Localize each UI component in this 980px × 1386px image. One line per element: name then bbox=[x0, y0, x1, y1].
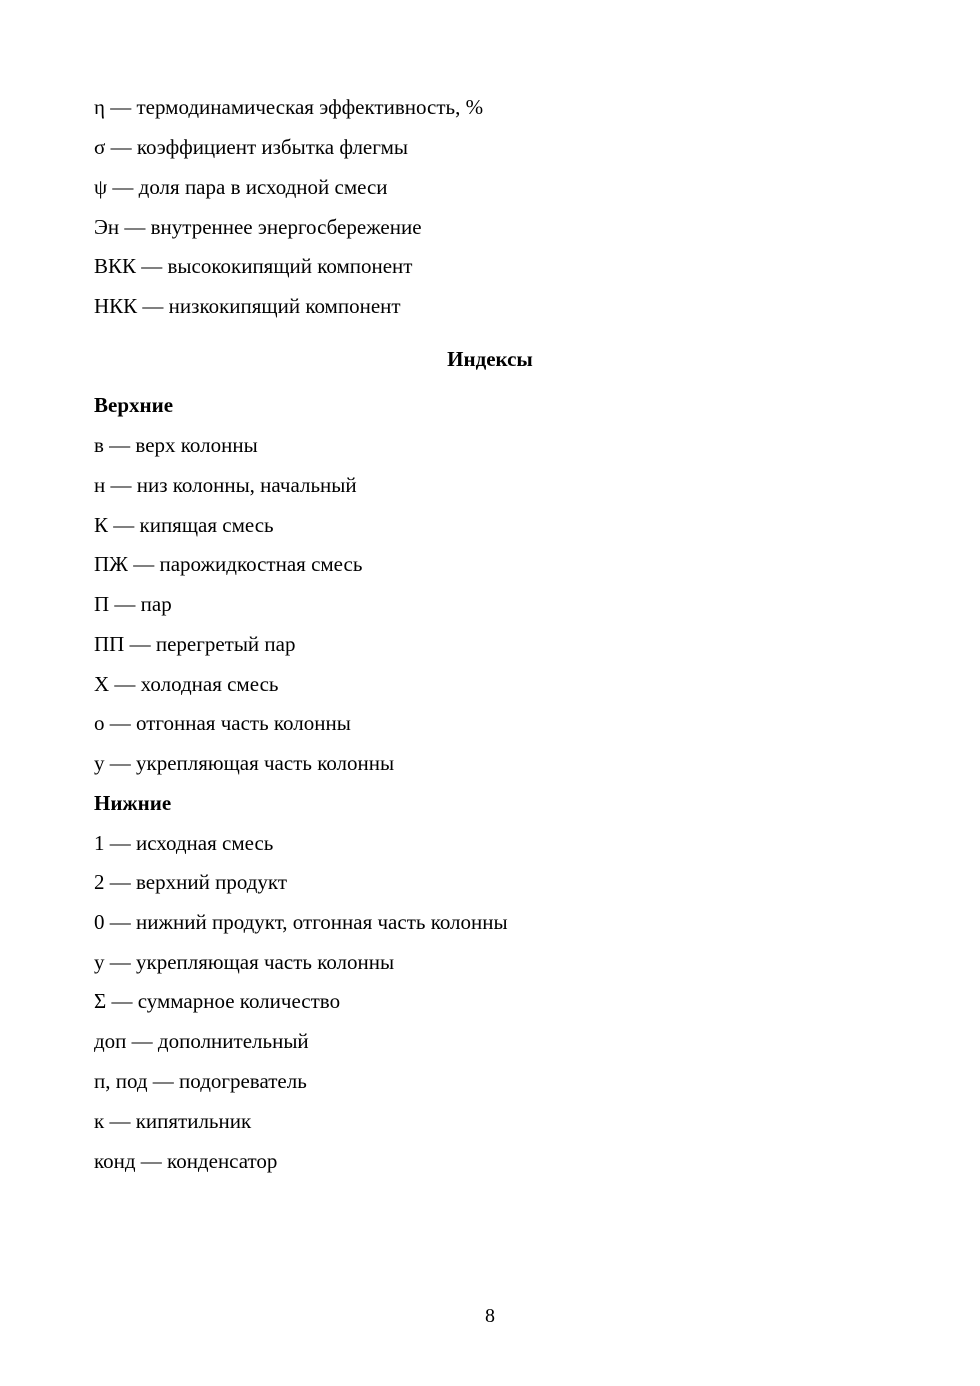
lower-index-line: 0 — нижний продукт, отгонная часть колонны bbox=[94, 910, 508, 934]
symbol-line: ψ — доля пара в исходной смеси bbox=[94, 175, 388, 199]
upper-index-line: ПЖ — парожидкостная смесь bbox=[94, 552, 363, 576]
indices-heading: Индексы bbox=[447, 347, 533, 371]
upper-index-line: ПП — перегретый пар bbox=[94, 632, 296, 656]
lower-index-line: п, под — подогреватель bbox=[94, 1069, 307, 1093]
upper-index-line: о — отгонная часть колонны bbox=[94, 711, 351, 735]
symbol-line: η — термодинамическая эффективность, % bbox=[94, 95, 484, 119]
symbol-line: ВКК — высококипящий компонент bbox=[94, 254, 413, 278]
symbol-line: НКК — низкокипящий компонент bbox=[94, 294, 401, 318]
symbol-line: σ — коэффициент избытка флегмы bbox=[94, 135, 408, 159]
upper-index-line: К — кипящая смесь bbox=[94, 513, 274, 537]
upper-index-line: Х — холодная смесь bbox=[94, 672, 279, 696]
symbol-line: Эн — внутреннее энергосбережение bbox=[94, 215, 422, 239]
upper-index-line: у — укрепляющая часть колонны bbox=[94, 751, 395, 775]
lower-index-line: к — кипятильник bbox=[94, 1109, 252, 1133]
upper-index-line: н — низ колонны, начальный bbox=[94, 473, 357, 497]
upper-indices-heading: Верхние bbox=[94, 393, 174, 417]
upper-index-line: в — верх колонны bbox=[94, 433, 258, 457]
lower-index-line: 1 — исходная смесь bbox=[94, 831, 274, 855]
lower-index-line: у — укрепляющая часть колонны bbox=[94, 950, 395, 974]
lower-indices-heading: Нижние bbox=[94, 791, 172, 815]
upper-index-line: П — пар bbox=[94, 592, 172, 616]
lower-index-line: доп — дополнительный bbox=[94, 1029, 309, 1053]
lower-index-line: конд — конденсатор bbox=[94, 1149, 278, 1173]
lower-index-line: Σ — суммарное количество bbox=[94, 989, 341, 1013]
lower-index-line: 2 — верхний продукт bbox=[94, 870, 287, 894]
page-number: 8 bbox=[485, 1305, 495, 1327]
